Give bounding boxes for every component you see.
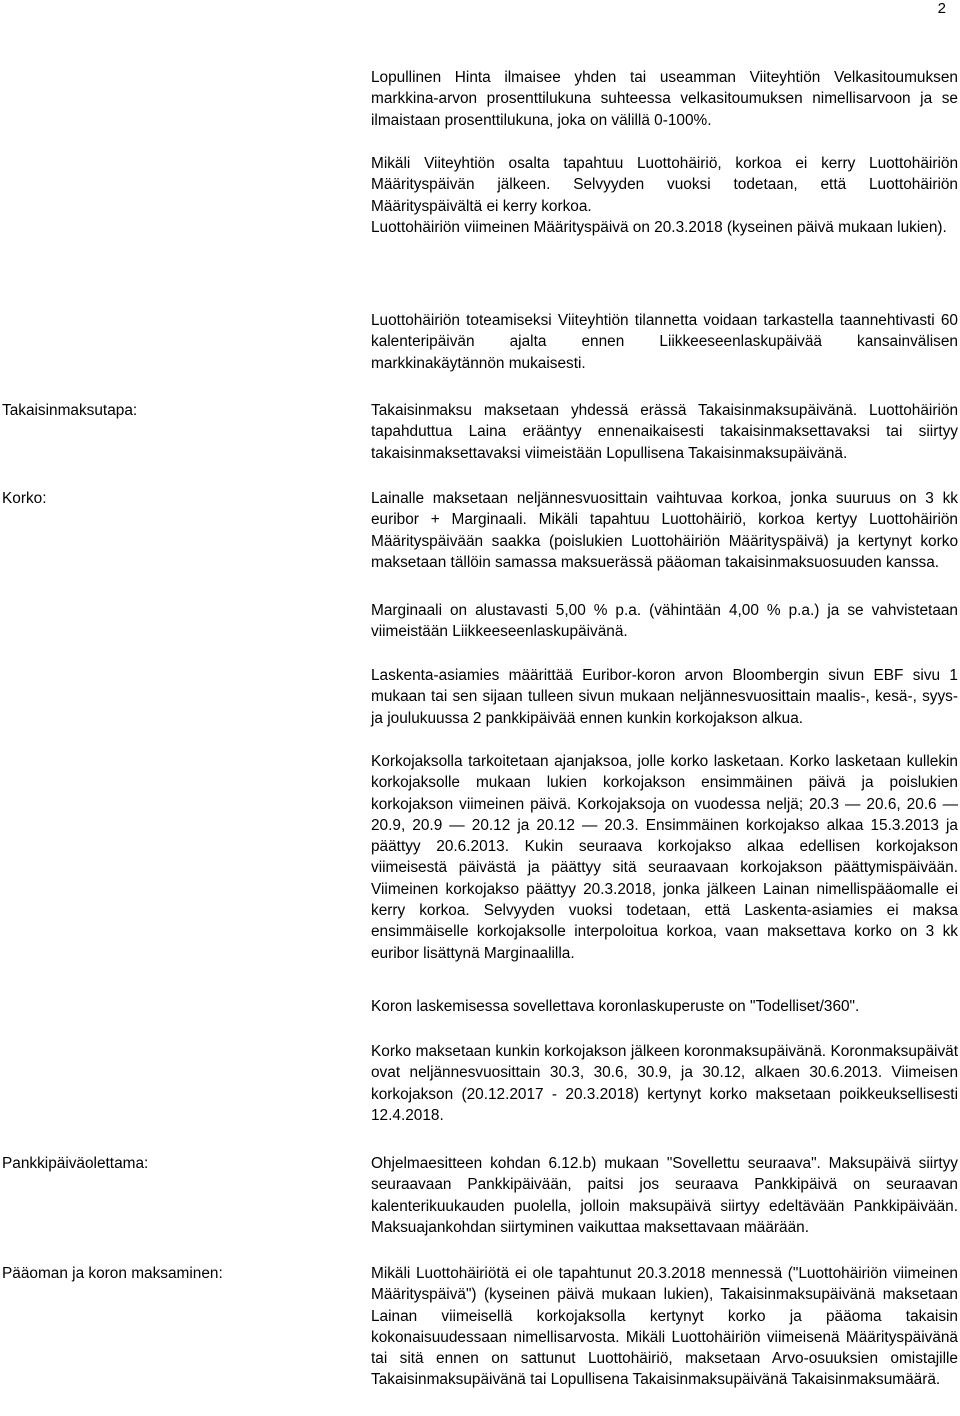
intro-paragraph-final-price: Lopullinen Hinta ilmaisee yhden tai useamman Viiteyhtiön Velkasitoumuksen markkina-arvon prosenttilukuna suhteessa velkasitoumuksen nimellisarvoon ja se ilmaistaan prosenttilukuna, joka on välillä 0-100%. bbox=[371, 69, 958, 129]
label-paaoman-ja-koron-maksaminen: Pääoman ja koron maksaminen: bbox=[2, 1265, 223, 1282]
label-pankkipaivaolettama: Pankkipäiväolettama: bbox=[2, 1155, 149, 1172]
korko-paragraph-payment-dates: Korko maksetaan kunkin korkojakson jälkeen koronmaksupäivänä. Koronmaksupäivät ovat neljännesvuosittain 30.3, 30.6, 30.9, ja 30.12, alkaen 30.6.2013. Viimeisen korkojakson (20.12.2017 - 20.3.2018) kertynyt korko maksetaan poikkeuksellisesti 12.4.2018. bbox=[371, 1043, 958, 1124]
label-takaisinmaksutapa: Takaisinmaksutapa: bbox=[2, 402, 138, 419]
pankkipaiva-paragraph: Ohjelmaesitteen kohdan 6.12.b) mukaan "Sovellettu seuraava". Maksupäivä siirtyy seuraavaan Pankkipäivään, paitsi jos seuraava Pankkipäivä on seuraavan kalenterikuukauden puolella, jolloin maksupäivä siirtyy edeltävään Pankkipäivään. Maksuajankohdan siirtyminen vaikuttaa maksettavaan määrään. bbox=[371, 1155, 958, 1236]
page-number: 2 bbox=[937, 0, 946, 17]
intro-paragraph-credit-event: Mikäli Viiteyhtiön osalta tapahtuu Luottohäiriö, korkoa ei kerry Luottohäiriön Määrityspäivän jälkeen. Selvyyden vuoksi todetaan, että Luottohäiriön Määrityspäivältä ei kerry korkoa. bbox=[371, 155, 958, 215]
intro-paragraph-last-determination-date: Luottohäiriön viimeinen Määrityspäivä on 20.3.2018 (kyseinen päivä mukaan lukien). bbox=[371, 219, 947, 236]
korko-paragraph-euribor: Laskenta-asiamies määrittää Euribor-koron arvon Bloombergin sivun EBF sivu 1 mukaan tai sen sijaan tulleen sivun mukaan neljännesvuosittain maalis-, kesä-, syys- ja joulukuussa 2 pankkipäivää ennen kunkin korkojakson alkua. bbox=[371, 667, 958, 727]
intro-paragraph-lookback: Luottohäiriön toteamiseksi Viiteyhtiön tilannetta voidaan tarkastella taannehtivasti 60 kalenteripäivän ajalta ennen Liikkeeseenlaskupäivää kansainvälisen markkinakäytännön mukaisesti. bbox=[371, 312, 958, 372]
korko-paragraph-margin: Marginaali on alustavasti 5,00 % p.a. (vähintään 4,00 % p.a.) ja se vahvistetaan viimeistään Liikkeeseenlaskupäivänä. bbox=[371, 602, 958, 641]
label-korko: Korko: bbox=[2, 490, 47, 507]
paaoma-paragraph: Mikäli Luottohäiriötä ei ole tapahtunut 20.3.2018 mennessä ("Luottohäiriön viimeinen Määrityspäivä") (kyseinen päivä mukaan lukien), Takaisinmaksupäivänä maksetaan Lainan viimeisellä korkojaksolla kertynyt korko ja pääoma takaisin kokonaisuudessaan nimellisarvosta. Mikäli Luottohäiriön viimeisenä Määrityspäivänä tai sitä ennen on sattunut Luottohäiriö, maksetaan Arvo-osuuksien omistajille Takaisinmaksupäivänä tai Lopullisena Takaisinmaksupäivänä Takaisinmaksumäärä. bbox=[371, 1265, 958, 1389]
korko-paragraph-interest: Lainalle maksetaan neljännesvuosittain vaihtuvaa korkoa, jonka suuruus on 3 kk euribor + Marginaali. Mikäli tapahtuu Luottohäiriö, korkoa kertyy Luottohäiriön Määrityspäivään saakka (poislukien Luottohäiriön Määrityspäivä) ja kertynyt korko maksetaan tällöin samassa maksuerässä pääoman takaisinmaksuosuuden kanssa. bbox=[371, 490, 958, 571]
korko-paragraph-interest-period: Korkojaksolla tarkoitetaan ajanjaksoa, jolle korko lasketaan. Korko lasketaan kullekin korkojaksolle mukaan lukien korkojakson ensimmäinen päivä ja poislukien korkojakson viimeinen päivä. Korkojaksoja on vuodessa neljä; 20.3 — 20.6, 20.6 — 20.9, 20.9 — 20.12 ja 20.12 — 20.3. Ensimmäinen korkojakso alkaa 15.3.2013 ja päättyy 20.6.2013. Kukin seuraava korkojakso alkaa edellisen korkojakson viimeisestä päivästä ja päättyy sitä seuraavaan korkojakson päättymispäivään. Viimeinen korkojakso päättyy 20.3.2018, jonka jälkeen Lainan nimellispääomalle ei kerry korkoa. Selvyyden vuoksi todetaan, että Laskenta-asiamies ei maksa ensimmäiselle korkojaksolle interpoloitua korkoa, vaan maksettava korko on 3 kk euribor lisättynä Marginaalilla. bbox=[371, 753, 958, 962]
korko-paragraph-day-count: Koron laskemisessa sovellettava koronlaskuperuste on "Todelliset/360". bbox=[371, 998, 860, 1015]
takaisinmaksutapa-paragraph: Takaisinmaksu maksetaan yhdessä erässä Takaisinmaksupäivänä. Luottohäiriön tapahduttua Laina erääntyy ennenaikaisesti takaisinmaksettavaksi tai siirtyy takaisinmaksettavaksi viimeistään Lopullisena Takaisinmaksupäivänä. bbox=[371, 402, 958, 462]
